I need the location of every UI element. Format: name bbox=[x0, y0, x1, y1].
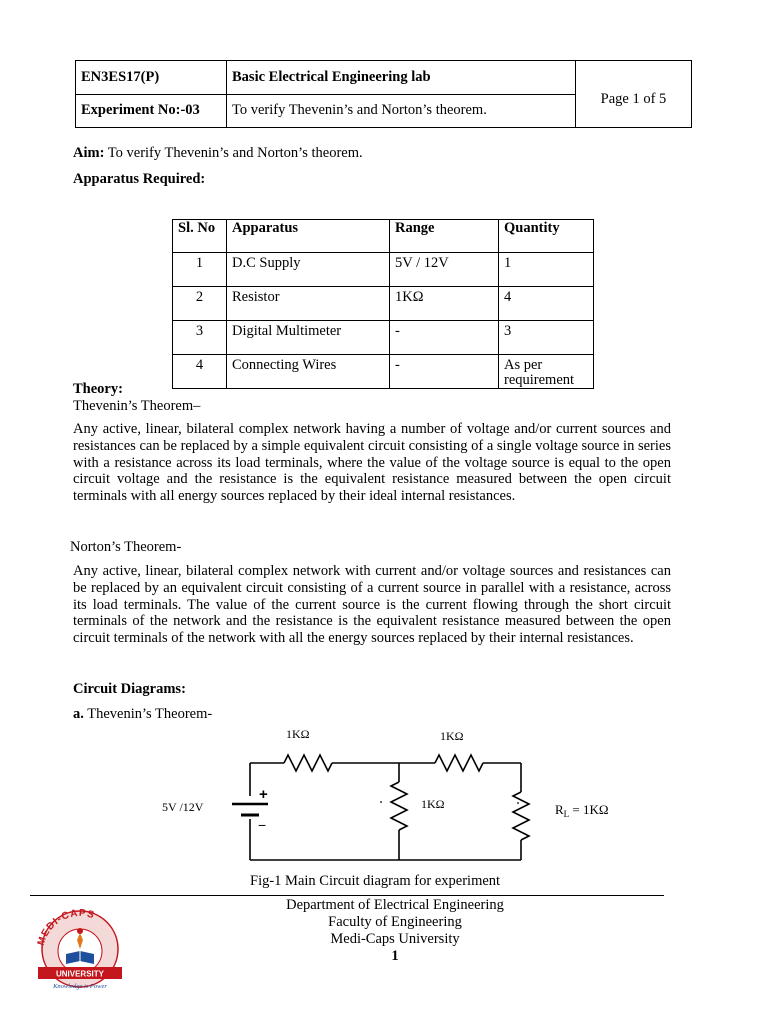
table-cell: Digital Multimeter bbox=[227, 321, 390, 355]
course-code: EN3ES17(P) bbox=[76, 61, 227, 95]
circuit-diagram bbox=[150, 720, 650, 870]
circuit-sub-label: a. bbox=[73, 706, 84, 722]
circuit-heading: Circuit Diagrams: bbox=[73, 681, 186, 697]
rl-subscript: L bbox=[563, 809, 570, 819]
apparatus-table bbox=[172, 219, 594, 389]
aim-label: Aim: bbox=[73, 145, 105, 161]
circuit-sub-text: Thevenin’s Theorem- bbox=[83, 706, 213, 722]
battery-minus-sign: − bbox=[258, 817, 267, 833]
node-dot bbox=[517, 802, 519, 804]
resistor-r1 bbox=[284, 755, 332, 771]
university-logo bbox=[24, 907, 136, 991]
apparatus-header-row bbox=[173, 220, 594, 253]
resistor-rl bbox=[513, 792, 529, 840]
col-range: Range bbox=[390, 220, 499, 253]
battery-plus-sign: + bbox=[259, 786, 268, 803]
col-sl-no: Sl. No bbox=[173, 220, 227, 253]
table-row bbox=[173, 253, 594, 287]
theory-heading: Theory: bbox=[73, 381, 123, 397]
table-cell: 3 bbox=[499, 321, 594, 355]
logo-arc-text: MEDI-CAPS bbox=[35, 907, 97, 947]
table-cell: 2 bbox=[173, 287, 227, 321]
resistor-r3 bbox=[391, 782, 407, 830]
table-cell: 4 bbox=[499, 287, 594, 321]
header-table bbox=[75, 60, 692, 128]
course-title: Basic Electrical Engineering lab bbox=[227, 61, 576, 95]
footer-divider bbox=[30, 895, 664, 896]
footer-university: Medi-Caps University bbox=[330, 931, 460, 947]
table-row bbox=[173, 321, 594, 355]
logo-band-text: UNIVERSITY bbox=[55, 969, 105, 979]
footer-faculty: Faculty of Engineering bbox=[328, 914, 462, 930]
col-apparatus: Apparatus bbox=[227, 220, 390, 253]
table-cell: 1KΩ bbox=[390, 287, 499, 321]
aim-text: To verify Thevenin’s and Norton’s theorem. bbox=[104, 145, 363, 161]
r3-label: 1KΩ bbox=[421, 797, 445, 811]
node-dot bbox=[380, 801, 382, 803]
logo-tagline: Knowledge is Power bbox=[53, 983, 107, 990]
thevenin-heading: Thevenin’s Theorem– bbox=[73, 398, 201, 414]
table-row bbox=[173, 287, 594, 321]
rl-value: = 1KΩ bbox=[569, 802, 609, 817]
footer-page-number: 1 bbox=[391, 948, 399, 964]
source-label: 5V /12V bbox=[162, 800, 204, 814]
col-quantity: Quantity bbox=[499, 220, 594, 253]
table-cell: - bbox=[390, 355, 499, 389]
resistor-r2 bbox=[435, 755, 483, 771]
table-cell: As per requirement bbox=[499, 355, 594, 389]
rl-label bbox=[555, 802, 609, 819]
norton-paragraph: Any active, linear, bilateral complex network with current and/or voltage sources and resistances can be replaced by an equivalent circuit consisting of a current source in parallel with a resistance, across its load terminals. The value of the current source is the current flowing through the short circuit terminals of the network and the resistance is the equivalent resistance measured between the open circuit terminals of the network with all the energy sources replaced by their internal resistances. bbox=[73, 563, 671, 647]
experiment-number: Experiment No:-03 bbox=[76, 94, 227, 128]
aim-line bbox=[73, 145, 363, 162]
r2-label: 1KΩ bbox=[440, 729, 464, 743]
experiment-title: To verify Thevenin’s and Norton’s theorem. bbox=[227, 94, 576, 128]
table-cell: D.C Supply bbox=[227, 253, 390, 287]
page-indicator: Page 1 of 5 bbox=[576, 61, 692, 128]
table-cell: Resistor bbox=[227, 287, 390, 321]
thevenin-paragraph: Any active, linear, bilateral complex network having a number of voltage and/or current sources and resistances can be replaced by a simple equivalent circuit consisting of a single voltage source in series with a resistance across its load terminals, where the value of the voltage source is equal to the open circuit voltage and the resistance is the equivalent resistance measured between the open circuit terminals with all energy sources replaced by their ideal internal resistances. bbox=[73, 421, 671, 505]
table-cell: 3 bbox=[173, 321, 227, 355]
figure-caption: Fig-1 Main Circuit diagram for experiment bbox=[250, 873, 501, 889]
table-row bbox=[173, 355, 594, 389]
table-cell: Connecting Wires bbox=[227, 355, 390, 389]
table-cell: 1 bbox=[173, 253, 227, 287]
r1-label: 1KΩ bbox=[286, 727, 310, 741]
norton-heading: Norton’s Theorem- bbox=[70, 539, 182, 555]
table-cell: 1 bbox=[499, 253, 594, 287]
apparatus-heading: Apparatus Required: bbox=[73, 171, 206, 187]
rl-symbol: R bbox=[555, 802, 564, 817]
table-cell: 5V / 12V bbox=[390, 253, 499, 287]
footer-department: Department of Electrical Engineering bbox=[286, 897, 504, 913]
table-cell: - bbox=[390, 321, 499, 355]
table-cell: 4 bbox=[173, 355, 227, 389]
